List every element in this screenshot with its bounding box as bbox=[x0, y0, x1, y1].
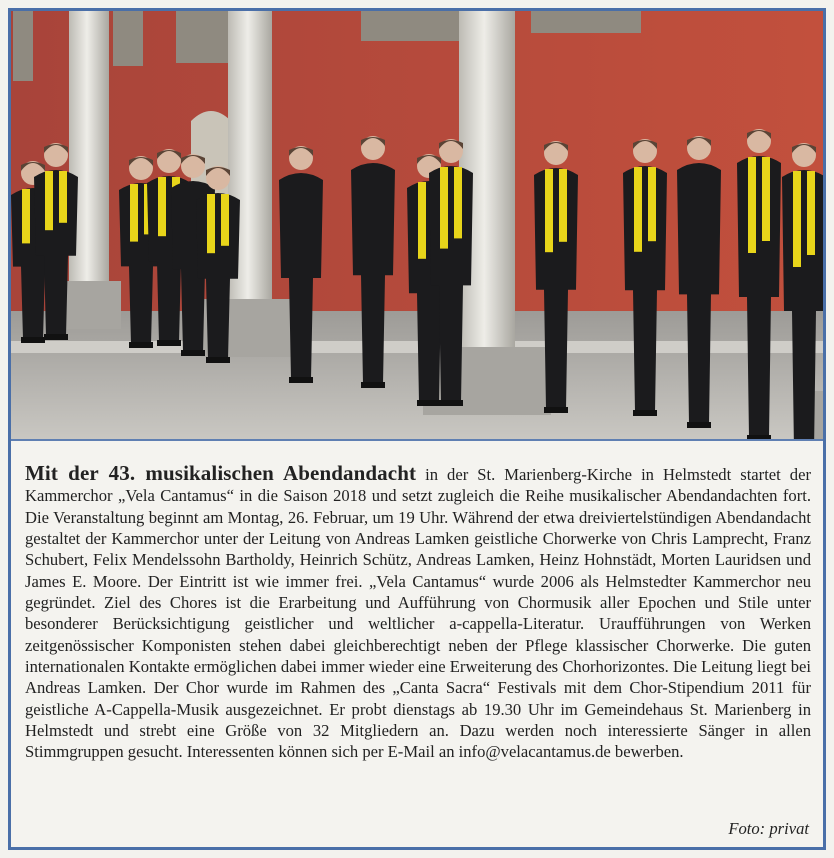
window bbox=[531, 11, 641, 33]
window bbox=[113, 11, 143, 66]
choir-photo bbox=[11, 11, 823, 441]
newspaper-clipping bbox=[8, 8, 826, 850]
window bbox=[13, 11, 33, 81]
article-headline: Mit der 43. musikalischen Abendandacht bbox=[25, 461, 417, 485]
article-text bbox=[25, 463, 811, 763]
window bbox=[361, 11, 461, 41]
window bbox=[176, 11, 236, 63]
photo-credit: Foto: privat bbox=[728, 819, 809, 838]
article-body: in der St. Marienberg-Kirche in Helmstedt startet der Kammerchor „Vela Cantamus“ in die Saison 2018 und setzt zugleich die Reihe musikalischer Abendandachten fort. Die Veranstaltung beginnt am Montag, 26. Februar, um 19 Uhr. Während der etwa dreiviertelstündigen Abendandacht gestaltet der Kammerchor unter der Leitung von Andreas Lamken geistliche Chorwerke von Chris Lamprecht, Franz Schubert, Felix Mendelssohn Bartholdy, Heinrich Schütz, Andreas Lamken, Heinz Hohnstädt, Morten Lauridsen und James E. Moore. Der Eintritt ist wie immer frei. „Vela Cantamus“ wurde 2006 als Helmstedter Kammerchor neu gegründet. Ziel des Chores ist die Erarbeitung und Aufführung von Chormusik aller Epochen und Stile unter besonderer Berücksichtigung geistlicher und weltlicher a-cappella-Literatur. Uraufführungen von Werken zeitgenössischer Komponisten stehen dabei gleichberechtigt neben der Pflege klassischer Chorwerke. Die guten internationalen Kontakte ermöglichen dabei immer wieder eine Erweiterung des Chorhorizontes. Die Leitung liegt bei Andreas Lamken. Der Chor wurde im Rahmen des „Canta Sacra“ Festivals mit dem Chor-Stipendium 2011 für geistliche A-Cappella-Musik ausgezeichnet. Er probt dienstags ab 19.30 Uhr im Gemeindehaus St. Marienberg in Helmstedt und strebt eine Größe von 32 Mitgliedern an. Dazu werden noch interessierte Sänger in allen Stimmgruppen gesucht. Interessenten können sich per E-Mail an info@velacantamus.de bewerben. bbox=[25, 465, 811, 762]
